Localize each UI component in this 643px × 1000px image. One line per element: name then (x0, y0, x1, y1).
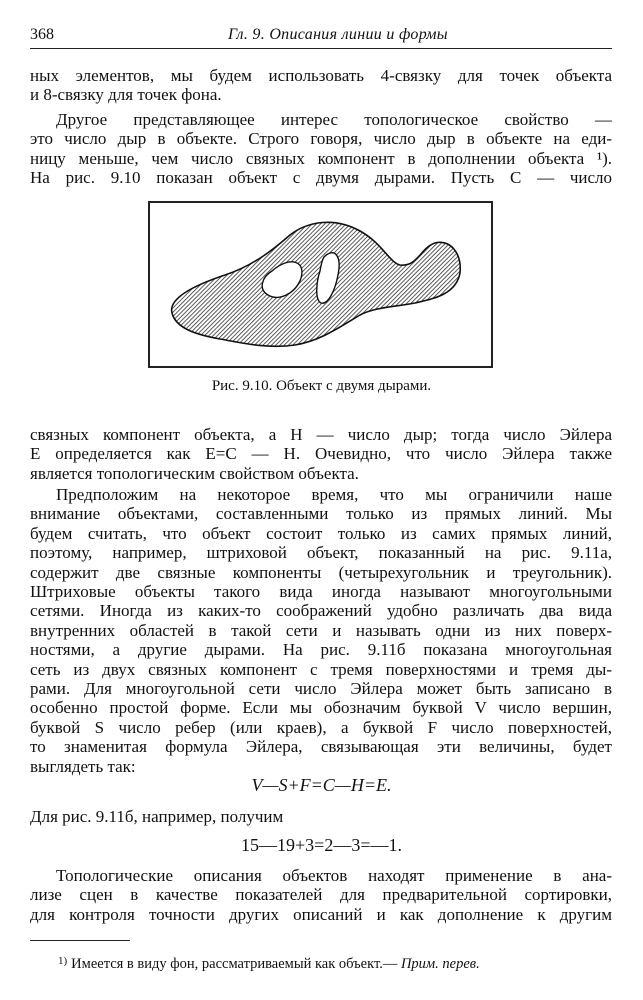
paragraph-3 (30, 425, 612, 483)
text-line: особенно простой форме. Если мы обозначим буквой V число вершин, (30, 698, 612, 718)
text-line: ницу меньше, чем число связных компонент в дополнении объекта ¹). (30, 148, 612, 168)
object-with-two-holes-illustration (150, 203, 491, 366)
text-line: лизе сцен в качестве показателей для предварительной сортировки, (30, 885, 612, 905)
text-line: это число дыр в объекте. Строго говоря, число дыр в объекте на еди- (30, 129, 612, 149)
figure-caption: Рис. 9.10. Объект с двумя дырами. (211, 378, 432, 394)
text-line: будем считать, что объект состоит только из самих прямых линий, (30, 523, 612, 543)
text-line: Штриховые объекты такого вида иногда называют многоугольными (30, 582, 612, 602)
text-line: рами. Для многоугольной сети число Эйлера может быть записано в (30, 679, 612, 699)
footnote-text: Имеется в виду фон, рассматриваемый как объект.— (71, 956, 398, 972)
text-line: внутренних областей в такой сети и называть одни из них поверх- (30, 620, 612, 640)
hatched-object-shape (172, 222, 461, 346)
text-line: ных элементов, мы будем использовать 4-связку для точек объекта (30, 66, 612, 85)
euler-formula: V—S+F=C—H=E. (251, 775, 392, 795)
paragraph-4 (30, 485, 612, 776)
paragraph-5 (30, 807, 612, 826)
text-line: E определяется как E=C — H. Очевидно, что число Эйлера также (30, 444, 612, 464)
text-line: и 8-связку для точек фона. (30, 85, 222, 105)
text-line: содержит две связные компоненты (четырехугольник и треугольник). (30, 562, 612, 582)
text-line: поэтому, например, штриховой объект, показанный на рис. 9.11а, (30, 543, 612, 563)
translator-note: Прим. перев. (400, 956, 480, 972)
text-line: Другое представляющее интерес топологическое свойство — (56, 110, 612, 129)
text-line: является топологическим свойством объекта. (30, 463, 359, 483)
text-line: На рис. 9.10 показан объект с двумя дырами. Пусть C — число (30, 168, 612, 188)
text-line: для контроля точности других описаний и как дополнение к другим (30, 904, 612, 924)
running-title: Гл. 9. Описания линии и формы (228, 26, 448, 43)
figure-9-10 (148, 201, 493, 368)
text-line: связных компонент объекта, а H — число дыр; тогда число Эйлера (30, 425, 612, 444)
footnote-mark: 1) (58, 955, 68, 967)
text-line: сеть из двух связных компонент с тремя поверхностями и тремя ды- (30, 659, 612, 679)
text-line: выглядеть так: (30, 756, 136, 776)
paragraph-1 (30, 66, 612, 105)
text-line: Для рис. 9.11б, например, получим (30, 807, 284, 826)
footnote (30, 955, 612, 973)
text-line: Предположим на некоторое время, что мы ограничили наше (56, 485, 612, 504)
text-line: внимание объектами, составленными только из прямых линий. Мы (30, 504, 612, 524)
text-line: ностями, а другие дырами. На рис. 9.11б показана многоугольная (30, 640, 612, 660)
text-line: то знаменитая формула Эйлера, связывающая эти величины, будет (30, 737, 612, 757)
text-line: сетями. Иногда из каких-то соображений удобно различать два вида (30, 601, 612, 621)
running-header (30, 22, 612, 49)
numeric-example-formula: 15—19+3=2—3=—1. (241, 835, 402, 855)
paragraph-2 (30, 110, 612, 188)
paragraph-6 (30, 866, 612, 924)
text-line: буквой S число ребер (или краев), а буквой F число поверхностей, (30, 717, 612, 737)
text-line: Топологические описания объектов находят применение в ана- (56, 866, 612, 885)
page-number: 368 (30, 26, 54, 43)
footnote-rule (30, 940, 130, 941)
